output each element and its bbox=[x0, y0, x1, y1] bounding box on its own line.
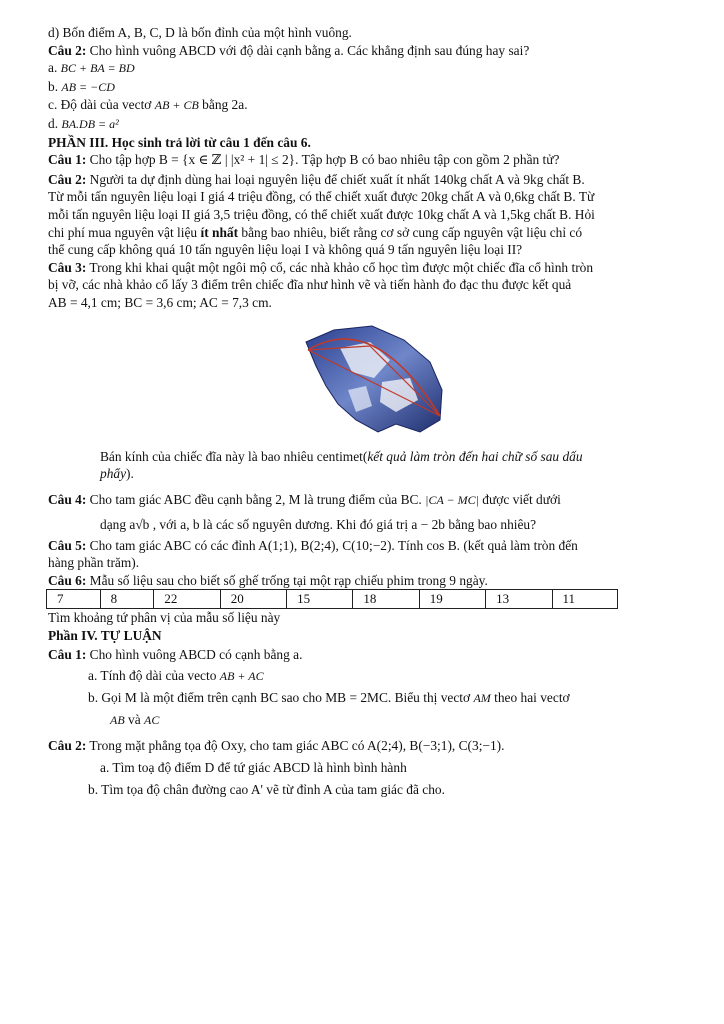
vector-ac: AC bbox=[144, 712, 160, 727]
vector-expression: AB = −CD bbox=[61, 79, 115, 94]
part3-question-3: Câu 3: Trong khi khai quật một ngôi mộ cổ, các nhà khảo cổ học tìm được một chiếc đĩa cổ hình tròn bị vỡ, các nhà khảo cổ lấy 3 điểm trên chiếc đĩa như hình vẽ và tiến hành đo đạc thu được kết quả AB = 4,1 cm; BC = 3,6 cm; AC = 7,3 cm. bbox=[48, 259, 594, 310]
vector-expression: AM bbox=[473, 690, 491, 705]
document-page bbox=[48, 24, 680, 801]
table-cell: 19 bbox=[419, 590, 485, 609]
statement-d: d) Bốn điểm A, B, C, D là bốn đỉnh của một hình vuông. bbox=[48, 25, 352, 40]
seats-data-table bbox=[46, 589, 618, 609]
table-cell: 11 bbox=[552, 590, 618, 609]
table-cell: 22 bbox=[154, 590, 220, 609]
table-cell: 8 bbox=[100, 590, 154, 609]
statement-c: c. Độ dài của vectơ AB + CB bằng 2a. bbox=[48, 97, 248, 113]
part3-question-6: Câu 6: Mẫu số liệu sau cho biết số ghế trống tại một rạp chiếu phim trong 9 ngày. 7 8 22 20 15 18 19 13 11 Tìm khoảng tứ phân vị của mẫu số liệu này bbox=[48, 572, 680, 627]
statement-d2: d. BA.DB = a² bbox=[48, 115, 119, 131]
vector-expression: AB + AC bbox=[219, 668, 264, 683]
table-cell: 20 bbox=[220, 590, 286, 609]
table-cell: 15 bbox=[287, 590, 353, 609]
radius-question: Bán kính của chiếc đĩa này là bao nhiêu centimet(kết quả làm tròn đến hai chữ số sau dấu phẩy). bbox=[100, 448, 583, 482]
statement-b: b. AB = −CD bbox=[48, 78, 115, 94]
part-3-heading: PHẦN III. Học sinh trả lời từ câu 1 đến câu 6. bbox=[48, 134, 311, 150]
part3-question-4: Câu 4: Cho tam giác ABC đều cạnh bằng 2, M là trung điểm của BC. |CA − MC| được viết dưới dạng a√b , với a, b là các số nguyên dương. Khi đó giá trị a − 2b bằng bao nhiêu? bbox=[48, 491, 561, 532]
statement-a: a. BC + BA = BD bbox=[48, 60, 135, 76]
question-label: Câu 2: bbox=[48, 42, 87, 58]
part-4-heading: Phần IV. TỰ LUẬN bbox=[48, 628, 162, 644]
vector-ab: AB bbox=[110, 712, 125, 727]
vector-expression: BA.DB = a² bbox=[61, 116, 119, 131]
vector-expression: |CA − MC| bbox=[425, 492, 479, 507]
part4-question-2: Câu 2: Trong mặt phẳng tọa độ Oxy, cho tam giác ABC có A(2;4), B(−3;1), C(3;−1). a. Tìm toạ độ điểm D để tứ giác ABCD là hình bình hành b. Tìm tọa độ chân đường cao A' vẽ từ đỉnh A của tam giác đã cho. bbox=[48, 737, 505, 797]
part4-question-1: Câu 1: Cho hình vuông ABCD có cạnh bằng a. a. Tính độ dài của vecto AB + AC b. Gọi M là một điểm trên cạnh BC sao cho MB = 2MC. Biểu thị vectơ AM theo hai vectơ AB và AC bbox=[48, 646, 570, 727]
question-2: Câu 2: Cho hình vuông ABCD với độ dài cạnh bằng a. Các khẳng định sau đúng hay sai? bbox=[48, 42, 530, 58]
table-cell: 7 bbox=[47, 590, 101, 609]
table-cell: 18 bbox=[353, 590, 419, 609]
vector-expression: BC + BA = BD bbox=[60, 61, 135, 76]
broken-disc-figure bbox=[292, 320, 452, 438]
part3-question-5: Câu 5: Cho tam giác ABC có các đỉnh A(1;1), B(2;4), C(10;−2). Tính cos B. (kết quả làm tròn đến hàng phần trăm). bbox=[48, 537, 578, 571]
part3-question-2: Câu 2: Người ta dự định dùng hai loại nguyên liệu để chiết xuất ít nhất 140kg chất A và 9kg chất B. Từ mỗi tấn nguyên liệu loại I giá 4 triệu đồng, có thể chiết xuất được 20kg chất A và 0,6kg chất B. Từ mỗi tấn nguyên liệu loại II giá 3,5 triệu đồng, có thể chiết xuất được 10kg chất A và 1,5kg chất B. Hỏi chi phí mua nguyên vật liệu ít nhất bằng bao nhiêu, biết rằng cơ sở cung cấp nguyên vật liệu chỉ có thể cung cấp không quá 10 tấn nguyên liệu loại I và không quá 9 tấn nguyên liệu loại II? bbox=[48, 171, 595, 258]
table-cell: 13 bbox=[486, 590, 552, 609]
vector-expression: AB + CB bbox=[154, 98, 199, 113]
part3-question-1: Câu 1: Cho tập hợp B = {x ∈ ℤ | |x² + 1| ≤ 2}. Tập hợp B có bao nhiêu tập con gồm 2 phần tử? bbox=[48, 152, 560, 168]
